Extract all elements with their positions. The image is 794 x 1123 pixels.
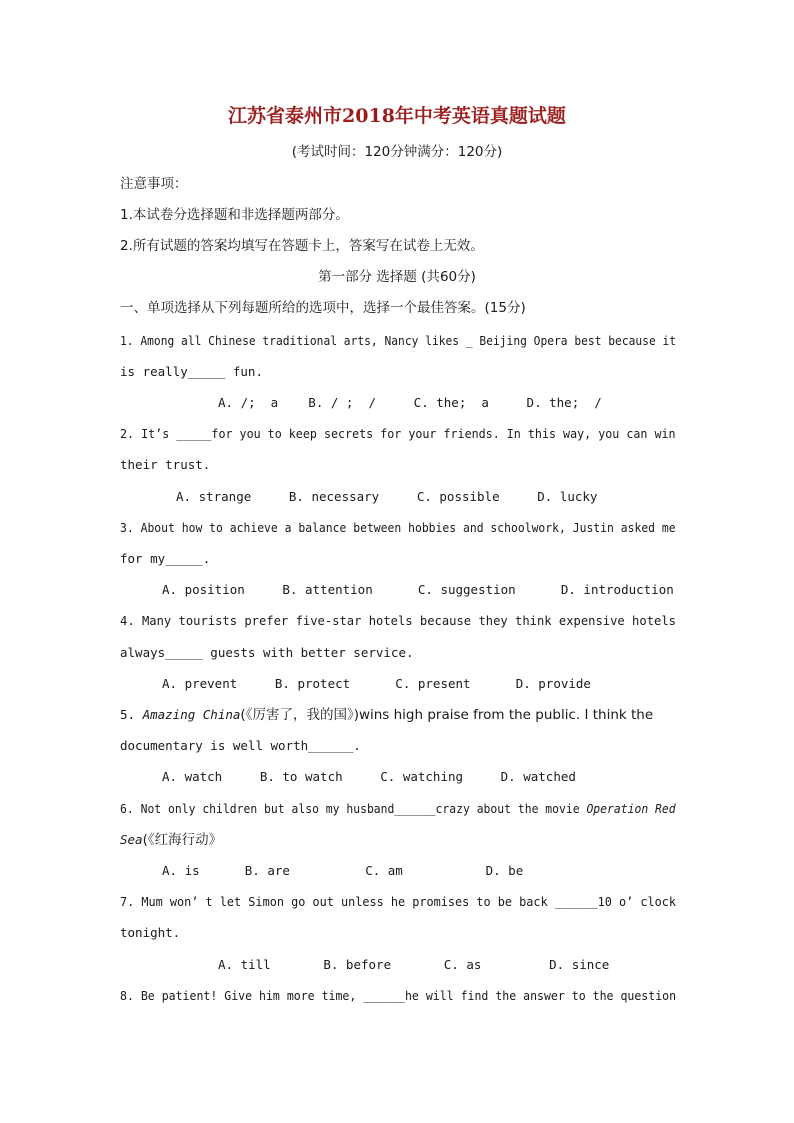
question-5-line1	[120, 709, 653, 723]
question-6-text: 6. Not only children but also my husband______crazy about the movie	[120, 801, 587, 816]
question-5-options: A. watch B. to watch C. watching D. watched	[162, 769, 576, 784]
question-4-options: A. prevent B. protect C. present D. provide	[162, 676, 591, 691]
question-3-line2: for my_____.	[120, 551, 211, 566]
question-7-line2: tonight.	[120, 925, 181, 940]
question-4-line2: always_____ guests with better service.	[120, 645, 414, 660]
question-5-italic-title: Amazing China	[142, 707, 241, 722]
note-item-2: 2.所有试题的答案均填写在答题卡上，答案写在试卷上无效。	[120, 238, 484, 254]
question-6-italic-title-end: Sea	[120, 832, 143, 847]
question-1-options: A. /; a B. / ; / C. the; a D. the; /	[218, 395, 602, 410]
question-1-line2: is really_____ fun.	[120, 364, 263, 379]
question-6-line1	[120, 803, 676, 816]
question-7-options: A. till B. before C. as D. since	[218, 957, 610, 972]
question-7-line1: 7. Mum won’ t let Simon go out unless he promises to be back ______10 o’ clock	[120, 894, 676, 909]
question-2-line2: their trust.	[120, 457, 211, 472]
question-1-line1: 1. Among all Chinese traditional arts, Nancy likes _ Beijing Opera best because it	[120, 333, 677, 348]
question-5-line2: documentary is well worth______.	[120, 738, 361, 753]
question-3-options: A. position B. attention C. suggestion D. introduction	[162, 582, 674, 597]
notes-heading: 注意事项：	[120, 176, 188, 192]
question-5-rest: (《厉害了，我的国》)wins high praise from the public. I think the	[240, 707, 654, 723]
question-6-rest: (《红海行动》	[142, 832, 223, 848]
question-4-line1: 4. Many tourists prefer five-star hotels because they think expensive hotels	[120, 613, 676, 628]
question-5-number: 5.	[120, 707, 143, 722]
question-6-italic-title: Operation Red	[586, 801, 676, 816]
note-item-1: 1.本试卷分选择题和非选择题两部分。	[120, 207, 349, 223]
question-2-line1: 2. It’s _____for you to keep secrets for your friends. In this way, you can win	[120, 426, 676, 441]
question-2-options: A. strange B. necessary C. possible D. lucky	[176, 489, 598, 504]
question-3-line1: 3. About how to achieve a balance between hobbies and schoolwork, Justin asked me	[120, 520, 676, 535]
question-6-options: A. is B. are C. am D. be	[162, 863, 524, 878]
section-heading: 一、单项选择从下列每题所给的选项中，选择一个最佳答案。(15分)	[120, 300, 526, 316]
part1-heading: 第一部分 选择题 (共60分)	[318, 269, 476, 285]
exam-subtitle: (考试时间：120分钟满分：120分)	[291, 144, 503, 160]
question-8-line1: 8. Be patient! Give him more time, ______he will find the answer to the question	[120, 988, 677, 1003]
question-6-line2	[120, 834, 222, 848]
exam-title: 江苏省泰州市2018年中考英语真题试题	[228, 105, 566, 127]
